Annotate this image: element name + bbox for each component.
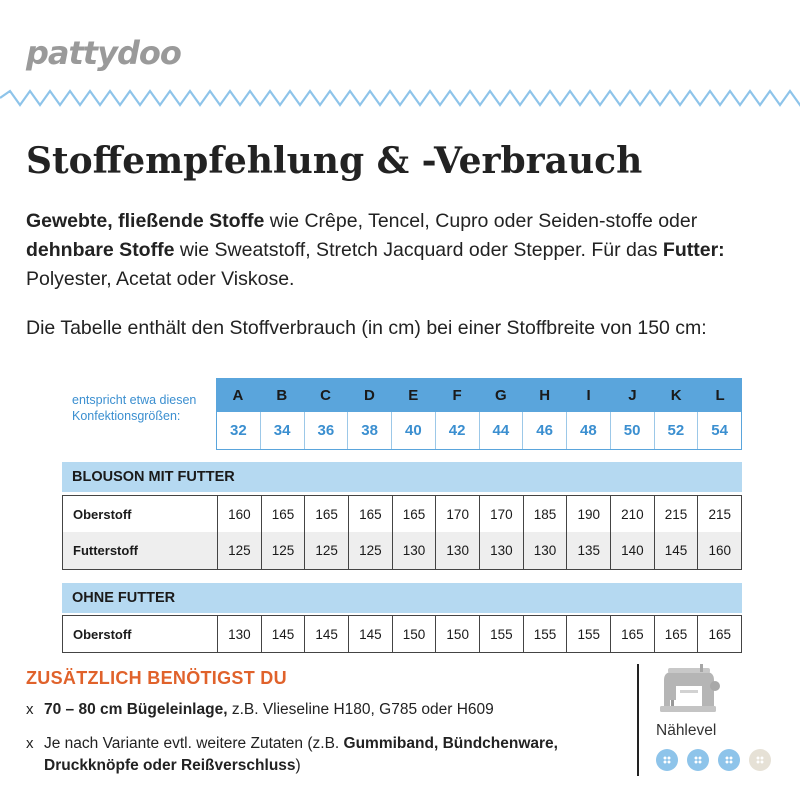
level-button-empty-icon <box>749 749 771 771</box>
size-value: 52 <box>654 412 698 449</box>
table-cell: 145 <box>348 616 392 652</box>
table-info-text: Die Tabelle enthält den Stoffverbrauch (in cm) bei einer Stoffbreite von 150 cm: <box>26 317 707 339</box>
size-value: 46 <box>522 412 566 449</box>
table-cell: 170 <box>435 496 479 532</box>
table-cell: 165 <box>261 496 305 532</box>
row-label: Oberstoff <box>73 506 132 522</box>
table-row-oberstoff <box>62 495 742 533</box>
size-letter: A <box>232 386 244 404</box>
table-cell: 125 <box>217 532 261 569</box>
size-letter: B <box>276 386 288 404</box>
level-button-filled-icon <box>656 749 678 771</box>
table-cell: 165 <box>610 616 654 652</box>
page-title: Stoffempfehlung & -Verbrauch <box>26 140 643 182</box>
extras-title: ZUSÄTZLICH BENÖTIGST DU <box>26 668 287 688</box>
table-cell: 145 <box>304 616 348 652</box>
level-label: Nählevel <box>656 722 717 739</box>
size-value: 44 <box>479 412 523 449</box>
table-cell: 125 <box>304 532 348 569</box>
table-cell: 155 <box>479 616 523 652</box>
size-letter: H <box>539 386 551 404</box>
extras-item-text: Je nach Variante evtl. weitere Zutaten (z.B. <box>44 735 344 752</box>
table-cell: 130 <box>435 532 479 569</box>
sewing-machine-icon <box>656 662 720 714</box>
size-letter: L <box>715 386 725 404</box>
table-cell: 140 <box>610 532 654 569</box>
table-row-oberstoff <box>62 615 742 653</box>
brand-logo: pattydoo <box>26 34 181 72</box>
wave-divider <box>0 88 800 108</box>
size-value: 34 <box>260 412 304 449</box>
size-value: 40 <box>391 412 435 449</box>
extras-item-text: z.B. Vlieseline H180, G785 oder H609 <box>227 701 494 718</box>
size-letter: J <box>628 386 637 404</box>
intro-paragraph <box>26 207 786 294</box>
size-values-row <box>216 412 742 450</box>
size-value: 38 <box>347 412 391 449</box>
intro-text-2: wie Sweatstoff, Stretch Jacquard oder Stepper. Für das <box>174 239 663 261</box>
size-letter: C <box>320 386 331 404</box>
size-letters-row <box>216 378 742 412</box>
row-label: Futterstoff <box>73 543 138 558</box>
intro-text-3: Polyester, Acetat oder Viskose. <box>26 268 295 290</box>
table-cell: 155 <box>523 616 567 652</box>
table-cell: 130 <box>217 616 261 652</box>
extras-item-bold: Gummiband, Bündchenware, Druckknöpfe oder Reißverschluss <box>44 735 558 774</box>
table-cell: 165 <box>348 496 392 532</box>
intro-bold-woven: Gewebte, fließende Stoffe <box>26 210 265 232</box>
table-cell: 155 <box>566 616 610 652</box>
table-cell: 160 <box>697 532 741 569</box>
table-cell: 165 <box>654 616 698 652</box>
table-cell: 130 <box>479 532 523 569</box>
extras-item-bold: 70 – 80 cm Bügeleinlage, <box>44 701 228 718</box>
table-cell: 145 <box>261 616 305 652</box>
size-table-label: entspricht etwa diesen Konfektionsgrößen: <box>72 393 197 423</box>
section-header-without-lining: OHNE FUTTER <box>62 583 742 613</box>
size-value: 32 <box>230 422 247 439</box>
size-letter: E <box>408 386 419 404</box>
table-cell: 215 <box>697 496 741 532</box>
table-cell: 130 <box>392 532 436 569</box>
table-cell: 215 <box>654 496 698 532</box>
table-cell: 125 <box>261 532 305 569</box>
table-cell: 170 <box>479 496 523 532</box>
table-cell: 135 <box>566 532 610 569</box>
size-letter: I <box>586 386 591 404</box>
size-value: 42 <box>435 412 479 449</box>
table-row-futterstoff <box>62 532 742 570</box>
row-label: Oberstoff <box>73 626 132 642</box>
table-cell: 150 <box>435 616 479 652</box>
size-letter: G <box>495 386 507 404</box>
table-cell: 165 <box>304 496 348 532</box>
table-cell: 185 <box>523 496 567 532</box>
intro-text-1: wie Crêpe, Tencel, Cupro oder Seiden-stoffe oder <box>264 210 698 232</box>
vertical-divider <box>637 664 639 776</box>
bullet-x-icon: x <box>26 735 34 752</box>
table-cell: 130 <box>523 532 567 569</box>
size-letter: D <box>363 386 375 404</box>
table-cell: 190 <box>566 496 610 532</box>
table-cell: 160 <box>217 496 261 532</box>
size-value: 54 <box>697 412 741 449</box>
extras-item-text-end: ) <box>295 757 301 774</box>
level-button-filled-icon <box>687 749 709 771</box>
bullet-x-icon: x <box>26 701 34 718</box>
table-cell: 165 <box>392 496 436 532</box>
size-value: 50 <box>610 412 654 449</box>
intro-bold-stretch: dehnbare Stoffe <box>26 239 175 261</box>
size-value: 48 <box>566 412 610 449</box>
level-indicator <box>656 749 771 771</box>
intro-bold-lining: Futter: <box>662 239 725 261</box>
level-button-filled-icon <box>718 749 740 771</box>
section-header-with-lining: BLOUSON MIT FUTTER <box>62 462 742 492</box>
size-letter: K <box>670 386 682 404</box>
size-value: 36 <box>304 412 348 449</box>
table-cell: 125 <box>348 532 392 569</box>
table-cell: 150 <box>392 616 436 652</box>
size-letter: F <box>452 386 462 404</box>
table-cell: 145 <box>654 532 698 569</box>
table-cell: 210 <box>610 496 654 532</box>
table-cell: 165 <box>697 616 741 652</box>
